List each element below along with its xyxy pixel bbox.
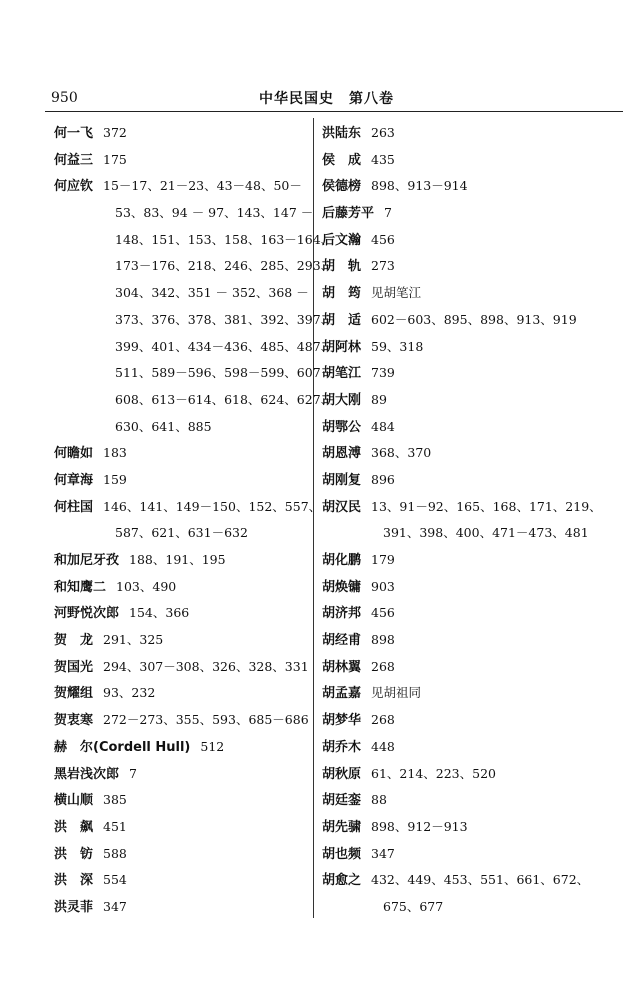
index-column-left bbox=[54, 120, 334, 921]
index-entry bbox=[322, 734, 622, 761]
index-entry bbox=[54, 654, 309, 681]
entry-pages: 898、913－914 bbox=[371, 178, 468, 194]
index-entry bbox=[322, 200, 622, 227]
index-entry bbox=[322, 654, 622, 681]
page-number: 950 bbox=[51, 90, 78, 106]
entry-pages: 484 bbox=[371, 418, 395, 434]
index-entry-continuation bbox=[54, 360, 334, 387]
entry-name: 何瞻如 bbox=[54, 446, 94, 462]
entry-name: 胡林翼 bbox=[322, 659, 362, 675]
entry-pages: 88 bbox=[371, 792, 387, 808]
entry-name: 和知鹰二 bbox=[54, 579, 107, 595]
index-entry bbox=[322, 467, 622, 494]
entry-pages: 15－17、21－23、43－48、50－ bbox=[103, 178, 302, 194]
index-entry bbox=[54, 147, 309, 174]
entry-name: 贺国光 bbox=[54, 659, 94, 675]
entry-name: 洪 钫 bbox=[54, 846, 94, 862]
entry-pages: 896 bbox=[371, 471, 395, 487]
entry-name: 贺衷寒 bbox=[54, 713, 94, 729]
index-entry bbox=[54, 787, 309, 814]
entry-name: 胡经甫 bbox=[322, 633, 362, 649]
index-entry bbox=[322, 814, 622, 841]
entry-pages: 见胡笔江 bbox=[371, 285, 422, 301]
entry-pages: 511、589－596、598－599、607－ bbox=[115, 365, 334, 381]
entry-pages: 602－603、895、898、913、919 bbox=[371, 311, 577, 327]
entry-pages: 59、318 bbox=[371, 338, 424, 354]
entry-name: 胡大刚 bbox=[322, 392, 362, 408]
entry-pages: 456 bbox=[371, 231, 395, 247]
index-entry-continuation bbox=[322, 520, 622, 547]
entry-pages: 89 bbox=[371, 391, 387, 407]
index-entry bbox=[54, 894, 309, 921]
entry-pages: 588 bbox=[103, 845, 127, 861]
index-entry bbox=[322, 761, 622, 788]
entry-pages: 435 bbox=[371, 151, 395, 167]
index-entry bbox=[322, 227, 622, 254]
entry-pages: 148、151、153、158、163－164、 bbox=[115, 231, 334, 247]
entry-pages: 273 bbox=[371, 258, 395, 274]
index-entry bbox=[54, 814, 309, 841]
entry-name: 胡 轨 bbox=[322, 259, 362, 275]
index-entry bbox=[54, 734, 309, 761]
index-entry-continuation bbox=[54, 280, 309, 307]
entry-name: 胡 适 bbox=[322, 312, 362, 328]
entry-pages: 291、325 bbox=[103, 632, 164, 648]
index-entry bbox=[322, 360, 622, 387]
entry-pages: 7 bbox=[129, 765, 137, 781]
entry-pages: 399、401、434－436、485、487、 bbox=[115, 338, 334, 354]
index-entry-continuation bbox=[54, 200, 314, 227]
index-entry bbox=[54, 120, 309, 147]
entry-pages: 见胡祖同 bbox=[371, 685, 422, 701]
entry-pages: 146、141、149－150、152、557、 bbox=[103, 498, 322, 514]
entry-pages: 448 bbox=[371, 738, 395, 754]
entry-pages: 432、449、453、551、661、672、 bbox=[371, 872, 590, 888]
index-entry bbox=[54, 467, 309, 494]
entry-pages: 154、366 bbox=[129, 605, 190, 621]
entry-name: 胡济邦 bbox=[322, 606, 362, 622]
entry-pages: 739 bbox=[371, 365, 395, 381]
entry-pages: 373、376、378、381、392、397、 bbox=[115, 311, 334, 327]
entry-name: 洪灵菲 bbox=[54, 899, 94, 915]
entry-pages: 7 bbox=[384, 205, 392, 221]
index-entry-continuation bbox=[54, 520, 309, 547]
entry-pages: 61、214、223、520 bbox=[371, 765, 496, 781]
entry-name: 何柱国 bbox=[54, 499, 94, 515]
index-entry bbox=[54, 627, 309, 654]
index-entry bbox=[322, 547, 622, 574]
index-entry-continuation bbox=[54, 307, 334, 334]
entry-name: 赫 尔(Cordell Hull) bbox=[54, 739, 191, 755]
entry-pages: 175 bbox=[103, 151, 127, 167]
index-entry bbox=[54, 600, 309, 627]
entry-pages: 13、91－92、165、168、171、219、 bbox=[371, 498, 602, 514]
entry-pages: 179 bbox=[371, 552, 395, 567]
index-entry bbox=[322, 680, 622, 707]
entry-name: 胡也频 bbox=[322, 846, 362, 862]
entry-pages: 294、307－308、326、328、331 bbox=[103, 658, 309, 674]
index-entry bbox=[322, 787, 622, 814]
entry-pages: 456 bbox=[371, 605, 395, 621]
index-entry-continuation bbox=[322, 894, 622, 921]
index-entry bbox=[322, 841, 622, 868]
entry-name: 后藤芳平 bbox=[322, 206, 375, 222]
entry-pages: 898、912－913 bbox=[371, 818, 468, 834]
header-rule bbox=[45, 111, 623, 112]
index-entry bbox=[54, 440, 309, 467]
entry-name: 胡汉民 bbox=[322, 499, 362, 515]
running-title: 中华民国史 第八卷 bbox=[259, 91, 394, 107]
entry-name: 胡阿林 bbox=[322, 339, 362, 355]
index-entry bbox=[322, 387, 622, 414]
index-entry-continuation bbox=[54, 387, 334, 414]
entry-pages: 268 bbox=[371, 712, 395, 728]
index-entry bbox=[322, 307, 622, 334]
index-entry bbox=[322, 253, 622, 280]
index-entry bbox=[54, 867, 309, 894]
entry-pages: 93、232 bbox=[103, 685, 156, 701]
entry-pages: 554 bbox=[103, 872, 127, 888]
entry-name: 侯 成 bbox=[322, 152, 362, 168]
index-entry bbox=[54, 680, 309, 707]
entry-pages: 347 bbox=[103, 898, 127, 914]
entry-name: 胡梦华 bbox=[322, 713, 362, 729]
index-entry bbox=[322, 120, 622, 147]
entry-pages: 53、83、94 － 97、143、147 － bbox=[115, 205, 314, 221]
index-entry bbox=[54, 841, 309, 868]
entry-pages: 630、641、885 bbox=[115, 418, 212, 434]
entry-name: 胡先骕 bbox=[322, 819, 362, 835]
entry-name: 胡笔江 bbox=[322, 366, 362, 382]
index-entry bbox=[54, 173, 309, 200]
entry-pages: 587、621、631－632 bbox=[115, 525, 248, 541]
index-entry bbox=[54, 494, 322, 521]
entry-name: 胡愈之 bbox=[322, 873, 362, 889]
entry-name: 胡刚复 bbox=[322, 472, 362, 488]
index-entry bbox=[54, 707, 309, 734]
index-entry-continuation bbox=[54, 227, 334, 254]
index-entry bbox=[322, 574, 622, 601]
entry-pages: 391、398、400、471－473、481 bbox=[383, 525, 589, 541]
entry-pages: 188、191、195 bbox=[129, 552, 226, 567]
entry-name: 洪 飙 bbox=[54, 819, 94, 835]
entry-pages: 103、490 bbox=[116, 578, 177, 594]
entry-pages: 372 bbox=[103, 125, 127, 140]
entry-name: 横山顺 bbox=[54, 793, 94, 809]
entry-name: 何一飞 bbox=[54, 126, 94, 141]
entry-pages: 159 bbox=[103, 471, 127, 487]
index-entry-continuation bbox=[54, 414, 309, 441]
index-entry bbox=[54, 761, 309, 788]
index-entry bbox=[322, 173, 622, 200]
entry-name: 贺耀组 bbox=[54, 686, 94, 702]
entry-pages: 512 bbox=[200, 738, 225, 754]
entry-pages: 173－176、218、246、285、293、 bbox=[115, 258, 334, 274]
entry-pages: 898 bbox=[371, 632, 395, 648]
entry-name: 贺 龙 bbox=[54, 633, 94, 649]
entry-name: 侯德榜 bbox=[322, 179, 362, 195]
entry-name: 胡 筠 bbox=[322, 286, 362, 302]
index-entry bbox=[322, 867, 622, 894]
entry-name: 洪 深 bbox=[54, 873, 94, 889]
entry-name: 何益三 bbox=[54, 152, 94, 168]
entry-name: 胡乔木 bbox=[322, 739, 362, 755]
entry-pages: 183 bbox=[103, 445, 127, 461]
entry-pages: 304、342、351 － 352、368 － bbox=[115, 285, 309, 301]
index-entry bbox=[322, 707, 622, 734]
entry-name: 和加尼牙孜 bbox=[54, 553, 120, 568]
entry-name: 河野悦次郎 bbox=[54, 606, 120, 622]
index-entry-continuation bbox=[54, 334, 334, 361]
index-entry bbox=[322, 627, 622, 654]
entry-name: 何应钦 bbox=[54, 179, 94, 195]
entry-name: 后文瀚 bbox=[322, 232, 362, 248]
index-entry bbox=[322, 147, 622, 174]
entry-name: 何章海 bbox=[54, 472, 94, 488]
entry-name: 胡秋原 bbox=[322, 766, 362, 782]
entry-pages: 347 bbox=[371, 845, 395, 861]
index-entry bbox=[322, 334, 622, 361]
entry-name: 胡廷銮 bbox=[322, 793, 362, 809]
index-entry bbox=[322, 414, 622, 441]
entry-pages: 368、370 bbox=[371, 445, 432, 461]
entry-pages: 385 bbox=[103, 792, 127, 808]
index-entry bbox=[322, 600, 622, 627]
entry-name: 胡化鹏 bbox=[322, 553, 362, 568]
entry-pages: 263 bbox=[371, 125, 395, 140]
entry-pages: 451 bbox=[103, 818, 127, 834]
page-header bbox=[45, 88, 620, 110]
entry-name: 胡焕镛 bbox=[322, 579, 362, 595]
index-entry bbox=[322, 280, 622, 307]
index-entry bbox=[322, 440, 622, 467]
entry-pages: 675、677 bbox=[383, 898, 444, 914]
index-entry bbox=[54, 574, 309, 601]
index-column-right bbox=[322, 120, 622, 921]
index-entry bbox=[54, 547, 309, 574]
index-entry bbox=[322, 494, 622, 521]
entry-pages: 268 bbox=[371, 658, 395, 674]
entry-name: 胡鄂公 bbox=[322, 419, 362, 435]
entry-name: 黑岩浅次郎 bbox=[54, 766, 120, 782]
entry-name: 洪陆东 bbox=[322, 126, 362, 141]
entry-name: 胡孟嘉 bbox=[322, 686, 362, 702]
entry-pages: 272－273、355、593、685－686 bbox=[103, 712, 309, 728]
entry-pages: 608、613－614、618、624、627、 bbox=[115, 391, 334, 407]
index-entry-continuation bbox=[54, 253, 334, 280]
entry-name: 胡恩溥 bbox=[322, 446, 362, 462]
entry-pages: 903 bbox=[371, 578, 395, 594]
